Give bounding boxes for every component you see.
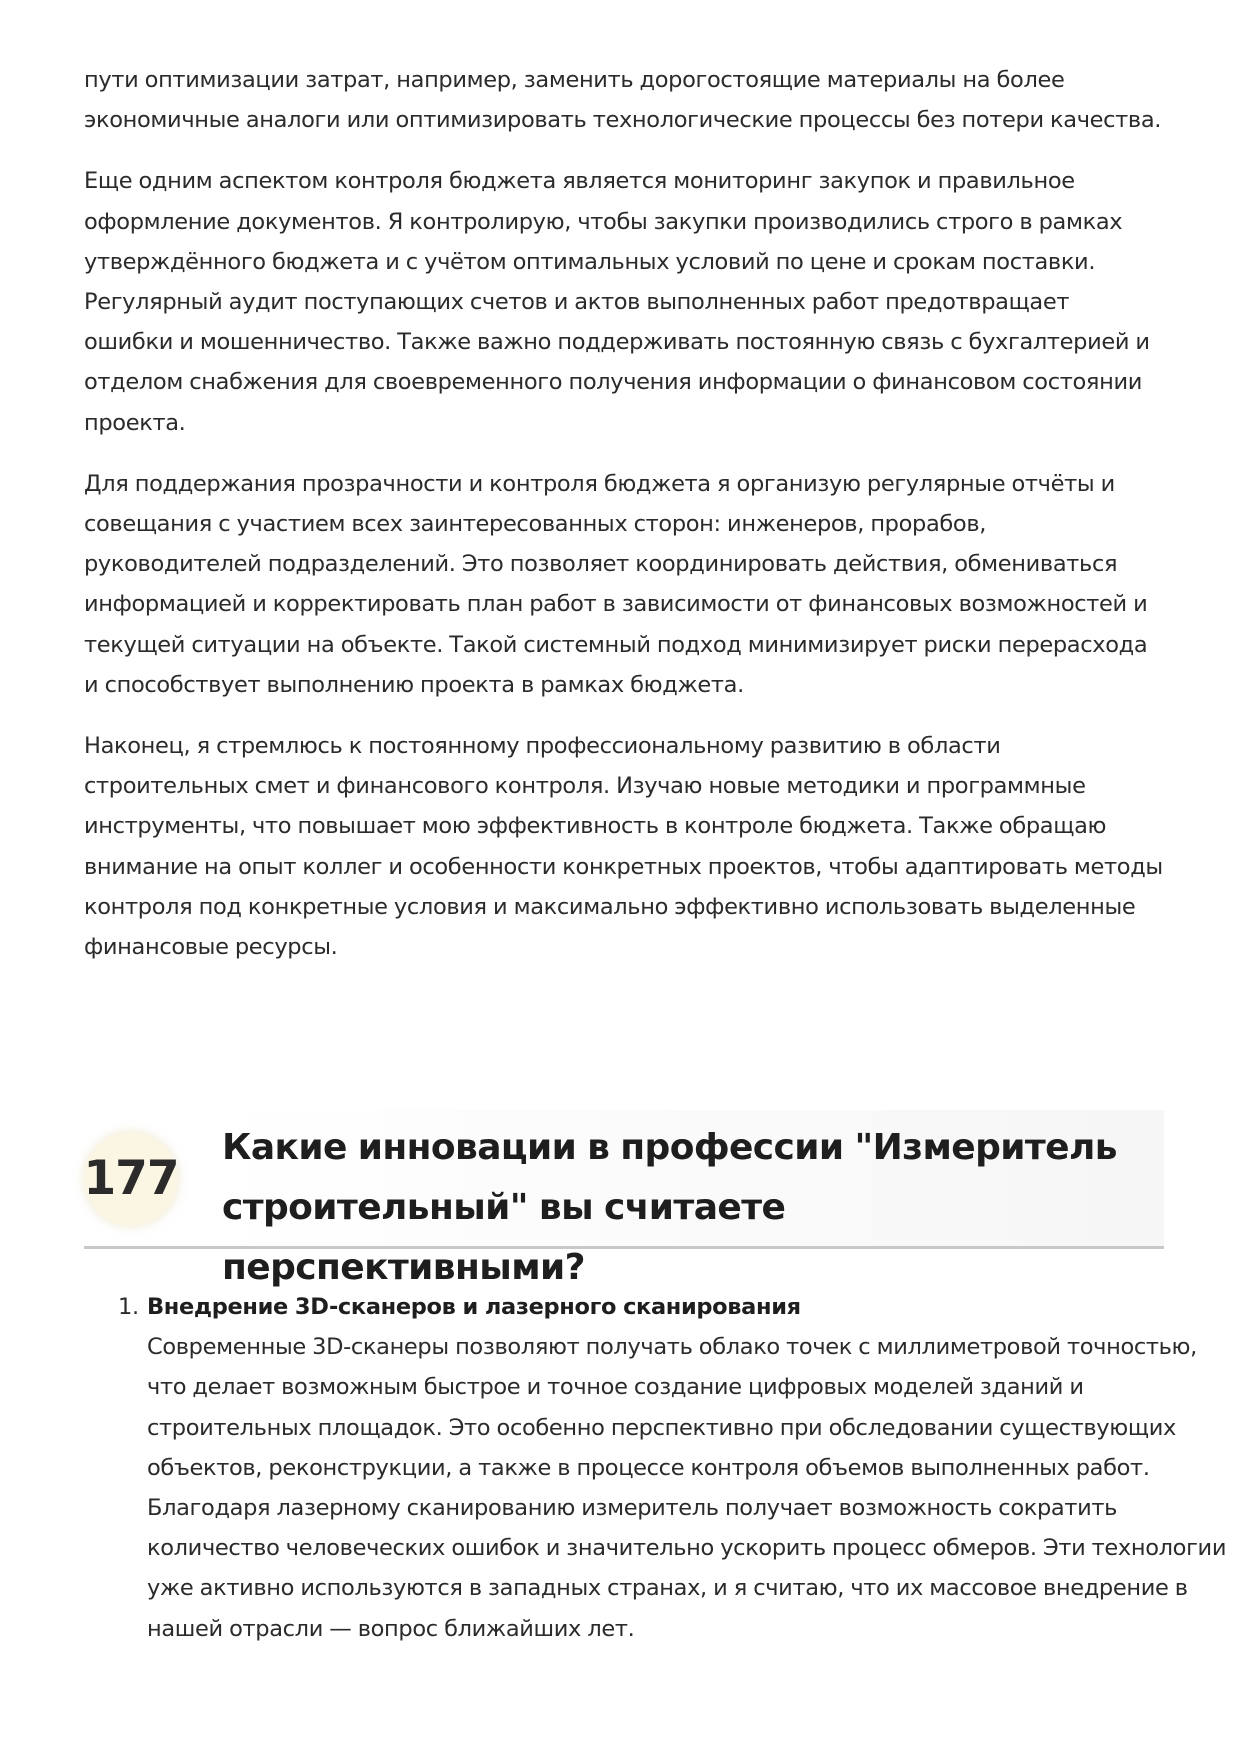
paragraph: пути оптимизации затрат, например, заменить дорогостоящие материалы на более экономичные аналоги или оптимизировать технологические процессы без потери качества.: [84, 67, 1162, 134]
question-header: [83, 1110, 1164, 1288]
answer-list: [84, 1287, 1227, 1649]
previous-answer-text: [84, 60, 1164, 988]
paragraph: Наконец, я стремлюсь к постоянному профессиональному развитию в области строительных смет и финансового контроля. Изучаю новые методики и программные инструменты, что повышает мою эффективность в контроле бюджета. Также обращаю внимание на опыт коллег и особенности конкретных проектов, чтобы адаптировать методы контроля под конкретные условия и максимально эффективно использовать выделенные финансовые ресурсы.: [84, 733, 1163, 961]
paragraph: Для поддержания прозрачности и контроля бюджета я организую регулярные отчёты и совещания с участием всех заинтересованных сторон: инженеров, прорабов, руководителей подразделений. Это позволяет координировать действия, обмениваться информацией и корректировать план работ в зависимости от финансовых возможностей и текущей ситуации на объекте. Такой системный подход минимизирует риски перерасхода и способствует выполнению проекта в рамках бюджета.: [84, 470, 1148, 698]
list-item-text: Современные 3D-сканеры позволяют получать облако точек с миллиметровой точностью, что делает возможным быстрое и точное создание цифровых моделей зданий и строительных площадок. Это особенно перспективно при обследовании существующих объектов, реконструкции, а также в процессе контроля объемов выполненных работ. Благодаря лазерному сканированию измеритель получает возможность сократить количество человеческих ошибок и значительно ускорить процесс обмеров. Эти технологии уже активно используются в западных странах, и я считаю, что их массовое внедрение в нашей отрасли — вопрос ближайших лет.: [147, 1334, 1227, 1642]
list-item-title: Внедрение 3D-сканеров и лазерного сканирования: [147, 1294, 801, 1320]
question-number: 177: [83, 1151, 179, 1206]
paragraph: Еще одним аспектом контроля бюджета является мониторинг закупок и правильное оформление документов. Я контролирую, чтобы закупки производились строго в рамках утверждённого бюджета и с учётом оптимальных условий по цене и срокам поставки. Регулярный аудит поступающих счетов и актов выполненных работ предотвращает ошибки и мошенничество. Также важно поддерживать постоянную связь с бухгалтерией и отделом снабжения для своевременного получения информации о финансовом состоянии проекта.: [84, 168, 1150, 436]
list-item: [118, 1287, 1227, 1649]
list-item-number: 1.: [118, 1294, 139, 1320]
question-title: Какие инновации в профессии "Измеритель строительный" вы считаете перспективными?: [222, 1127, 1117, 1288]
